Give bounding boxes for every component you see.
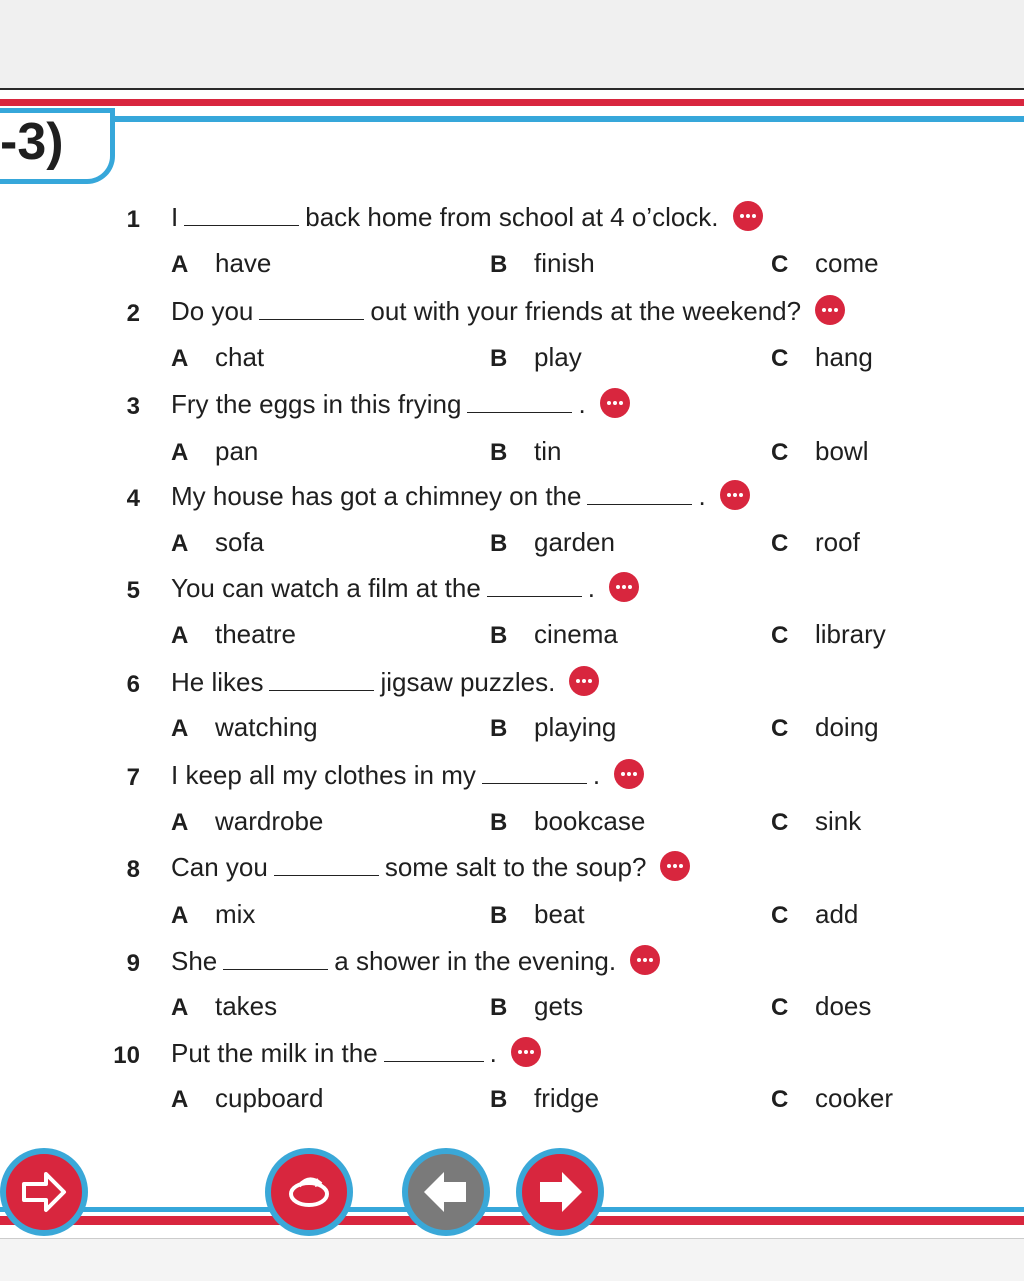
option-text: come — [815, 248, 879, 278]
more-options-icon[interactable] — [600, 388, 630, 418]
question-text — [171, 389, 630, 421]
question-text — [171, 946, 660, 978]
more-options-icon[interactable] — [569, 666, 599, 696]
question-text-before: He likes — [171, 667, 264, 697]
option-letter: C — [771, 902, 789, 929]
option-text: add — [815, 899, 859, 929]
more-options-icon[interactable] — [511, 1037, 541, 1067]
option-letter: B — [490, 715, 508, 742]
answer-blank[interactable] — [184, 205, 299, 226]
option-letter: C — [771, 345, 789, 372]
option-letter: C — [771, 439, 789, 466]
option-text: mix — [215, 899, 256, 929]
option-letter: C — [771, 530, 789, 557]
option-letter: B — [490, 345, 508, 372]
question-text-before: Can you — [171, 852, 268, 882]
option-letter: B — [490, 251, 508, 278]
option-text: sofa — [215, 527, 265, 557]
option-letter: A — [171, 251, 189, 278]
answer-blank[interactable] — [259, 299, 364, 320]
option-text: cooker — [815, 1083, 894, 1113]
option-text: roof — [815, 527, 860, 557]
answer-option[interactable] — [771, 806, 861, 837]
option-text: gets — [534, 991, 584, 1021]
more-options-icon[interactable] — [609, 572, 639, 602]
option-text: play — [534, 342, 582, 372]
answer-option[interactable] — [171, 806, 323, 837]
question-text — [171, 202, 763, 234]
question-text — [171, 1038, 541, 1070]
answer-option[interactable] — [771, 899, 858, 930]
answer-option[interactable] — [171, 342, 264, 373]
option-text: pan — [215, 436, 259, 466]
question-text — [171, 481, 750, 513]
answer-option[interactable] — [490, 1083, 599, 1114]
option-letter: C — [771, 715, 789, 742]
question-text-before: Put the milk in the — [171, 1038, 378, 1068]
option-text: takes — [215, 991, 278, 1021]
back-arrow-icon — [418, 1164, 474, 1220]
question-number: 6 — [126, 671, 140, 698]
more-options-icon[interactable] — [630, 945, 660, 975]
option-letter: A — [171, 1086, 189, 1113]
answer-option[interactable] — [171, 436, 258, 467]
answer-option[interactable] — [771, 619, 886, 650]
option-text: finish — [534, 248, 595, 278]
answer-option[interactable] — [771, 436, 868, 467]
option-letter: B — [490, 902, 508, 929]
option-text: library — [815, 619, 886, 649]
option-letter: A — [171, 715, 189, 742]
reset-button[interactable] — [265, 1148, 353, 1236]
answer-option[interactable] — [771, 1083, 893, 1114]
option-letter: A — [171, 622, 189, 649]
option-text: have — [215, 248, 272, 278]
answer-option[interactable] — [171, 712, 318, 743]
option-letter: C — [771, 994, 789, 1021]
option-text: bookcase — [534, 806, 646, 836]
answer-option[interactable] — [171, 527, 264, 558]
answer-option[interactable] — [771, 527, 860, 558]
option-text: chat — [215, 342, 265, 372]
forward-arrow-icon — [532, 1164, 588, 1220]
more-options-icon[interactable] — [733, 201, 763, 231]
question-text-after: out with your friends at the weekend? — [370, 296, 802, 326]
answer-option[interactable] — [490, 342, 582, 373]
option-text: garden — [534, 527, 615, 557]
option-text: doing — [815, 712, 879, 742]
option-letter: B — [490, 530, 508, 557]
footer-blue-rule — [0, 1207, 1024, 1212]
answer-option[interactable] — [490, 712, 616, 743]
option-text: watching — [215, 712, 318, 742]
option-letter: B — [490, 1086, 508, 1113]
header-red-rule — [0, 99, 1024, 106]
question-text-after: . — [698, 481, 706, 511]
option-letter: C — [771, 251, 789, 278]
option-text: fridge — [534, 1083, 600, 1113]
answer-option[interactable] — [490, 248, 595, 279]
option-letter: C — [771, 809, 789, 836]
option-text: theatre — [215, 619, 296, 649]
question-text-after: . — [489, 1038, 497, 1068]
question-number: 1 — [126, 206, 140, 233]
question-text-before: Fry the eggs in this frying — [171, 389, 462, 419]
option-text: cinema — [534, 619, 618, 649]
option-letter: B — [490, 809, 508, 836]
option-letter: C — [771, 622, 789, 649]
option-text: sink — [815, 806, 862, 836]
question-text-after: a shower in the evening. — [334, 946, 617, 976]
option-letter: A — [171, 530, 189, 557]
answer-blank[interactable] — [487, 576, 582, 597]
question-number: 5 — [126, 577, 140, 604]
answer-option[interactable] — [171, 991, 277, 1022]
more-options-icon[interactable] — [614, 759, 644, 789]
question-text-after: back home from school at 4 o’clock. — [305, 202, 719, 232]
footer-red-rule — [0, 1216, 1024, 1225]
option-text: beat — [534, 899, 585, 929]
answer-option[interactable] — [771, 248, 879, 279]
option-letter: B — [490, 994, 508, 1021]
answer-blank[interactable] — [384, 1041, 484, 1062]
question-text-before: Do you — [171, 296, 254, 326]
option-letter: B — [490, 439, 508, 466]
answer-option[interactable] — [490, 436, 561, 467]
question-number: 9 — [126, 950, 140, 977]
more-options-icon[interactable] — [660, 851, 690, 881]
reset-icon — [281, 1164, 337, 1220]
question-number: 2 — [126, 300, 140, 327]
question-number: 8 — [126, 856, 140, 883]
question-text-before: My house has got a chimney on the — [171, 481, 582, 511]
option-text: bowl — [815, 436, 869, 466]
answer-blank[interactable] — [223, 949, 328, 970]
question-text-before: I — [171, 202, 179, 232]
next-button[interactable] — [516, 1148, 604, 1236]
option-letter: A — [171, 439, 189, 466]
question-number: 7 — [126, 764, 140, 791]
answer-option[interactable] — [490, 527, 615, 558]
answer-blank[interactable] — [482, 763, 587, 784]
option-text: does — [815, 991, 872, 1021]
question-text-before: I keep all my clothes in my — [171, 760, 476, 790]
question-number: 10 — [113, 1042, 140, 1069]
option-letter: B — [490, 622, 508, 649]
question-number: 3 — [126, 393, 140, 420]
question-text-before: She — [171, 946, 218, 976]
more-options-icon[interactable] — [720, 480, 750, 510]
answer-option[interactable] — [171, 1083, 323, 1114]
more-options-icon[interactable] — [815, 295, 845, 325]
answer-option[interactable] — [490, 899, 585, 930]
answer-option[interactable] — [490, 806, 645, 837]
header-blue-rule — [100, 116, 1024, 122]
answer-option[interactable] — [771, 991, 871, 1022]
exit-button[interactable] — [0, 1148, 88, 1236]
question-text — [171, 760, 644, 792]
previous-button[interactable] — [402, 1148, 490, 1236]
answer-option[interactable] — [171, 619, 296, 650]
option-letter: A — [171, 809, 189, 836]
option-letter: C — [771, 1086, 789, 1113]
option-text: hang — [815, 342, 873, 372]
answer-option[interactable] — [771, 712, 879, 743]
question-number: 4 — [126, 485, 140, 512]
question-text — [171, 852, 690, 884]
answer-option[interactable] — [490, 619, 618, 650]
answer-blank[interactable] — [587, 484, 692, 505]
question-text — [171, 573, 639, 605]
option-text: playing — [534, 712, 617, 742]
option-letter: A — [171, 902, 189, 929]
answer-blank[interactable] — [269, 670, 374, 691]
answer-blank[interactable] — [274, 855, 379, 876]
answer-option[interactable] — [771, 342, 873, 373]
question-text-after: . — [592, 760, 601, 790]
exit-arrow-icon — [16, 1164, 72, 1220]
question-text-after: jigsaw puzzles. — [380, 667, 556, 697]
question-text-after: some salt to the soup? — [384, 852, 647, 882]
answer-blank[interactable] — [467, 392, 572, 413]
question-text-after: . — [578, 389, 586, 419]
answer-option[interactable] — [171, 899, 255, 930]
option-letter: A — [171, 994, 189, 1021]
exercise-label: -3) — [0, 113, 64, 171]
option-text: wardrobe — [215, 806, 324, 836]
question-text — [171, 296, 845, 328]
question-text-before: You can watch a film at the — [171, 573, 481, 603]
option-text: tin — [534, 436, 562, 466]
answer-option[interactable] — [490, 991, 583, 1022]
option-text: cupboard — [215, 1083, 324, 1113]
footer-strip — [0, 1238, 1024, 1281]
question-text-after: . — [587, 573, 596, 603]
question-text — [171, 667, 599, 699]
top-bar — [0, 0, 1024, 90]
option-letter: A — [171, 345, 189, 372]
answer-option[interactable] — [171, 248, 271, 279]
